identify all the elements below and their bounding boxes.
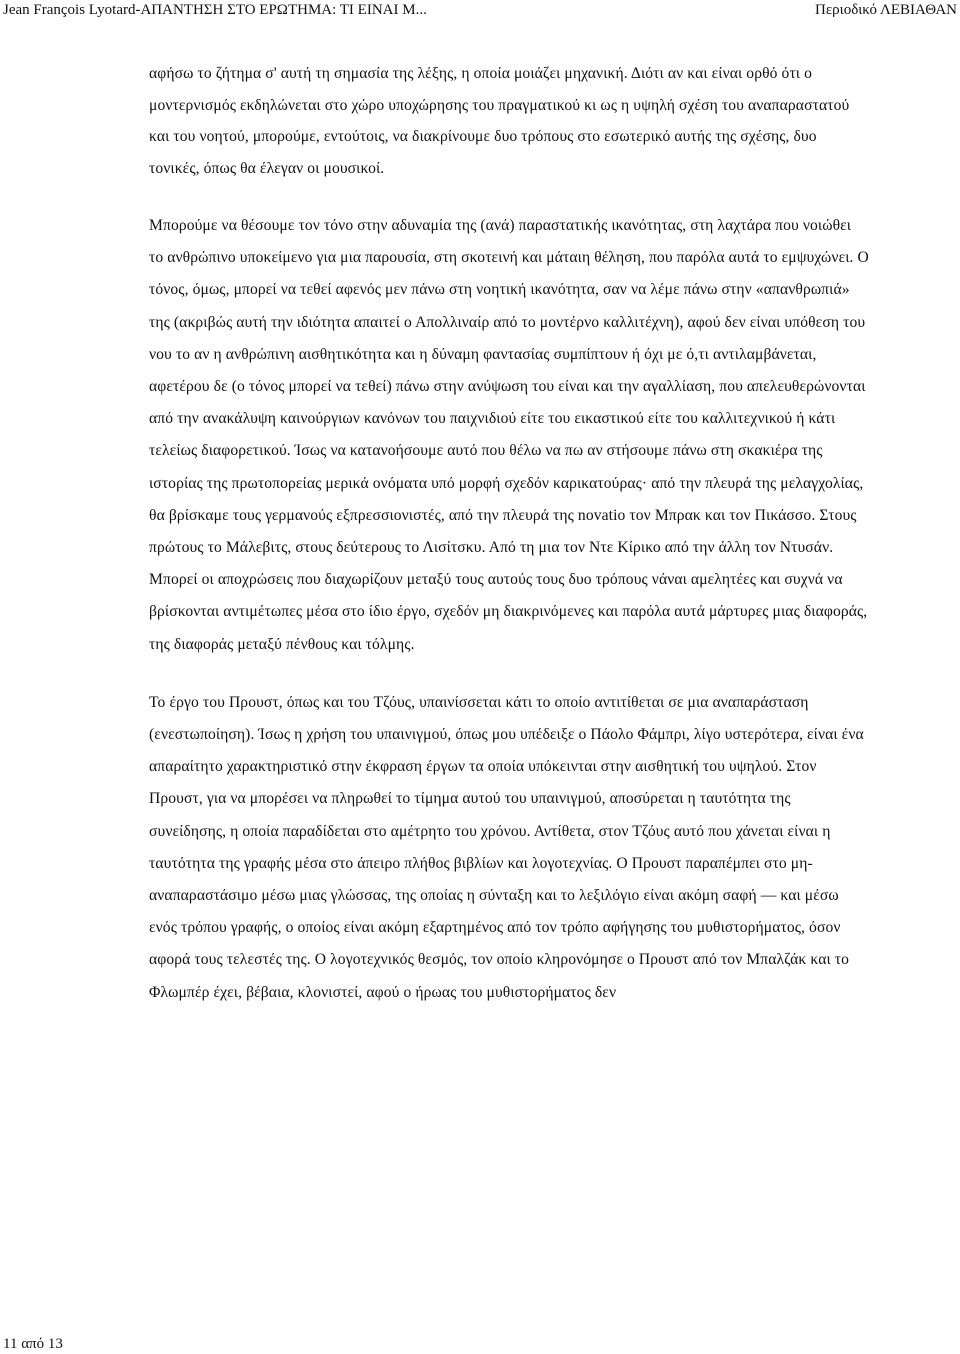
paragraph-1: αφήσω το ζήτημα σ' αυτή τη σημασία της λέξης, η οποία μοιάζει μηχανική. Διότι αν και είναι ορθό ότι ο μοντερνισμός εκδηλώνεται στο χώρο υποχώρησης του πραγματικού κι ως η υψηλή σχέση του αναπαραστατού και του νοητού, μπορούμε, εντούτοις, να διακρίνουμε δυο τρόπους στο εσωτερικό αυτής της σχέσης, δυο τονικές, όπως θα έλεγαν οι μουσικοί. [149,65,850,177]
publication-name: Περιοδικό ΛΕΒΙΑΘΑΝ [815,2,957,18]
page-number: 11 από 13 [3,1336,63,1352]
document-title: Jean François Lyotard-ΑΠΑΝΤΗΣΗ ΣΤΟ ΕΡΩΤΗΜΑ: ΤΙ ΕΙΝΑΙ Μ... [3,2,427,18]
page-header [0,0,960,22]
article-body [149,58,869,1009]
paragraph-2: Μπορούμε να θέσουμε τον τόνο στην αδυναμία της (ανά) παραστατικής ικανότητας, στη λαχτάρα που νοιώθει το ανθρώπινο υποκείμενο για μια παρουσία, στη σκοτεινή και μάταιη θέληση, που παρόλα αυτά το εμψυχώνει. Ο τόνος, όμως, μπορεί να τεθεί αφενός μεν πάνω στη νοητική ικανότητα, σαν να λέμε πάνω στην «απανθρωπιά» της (ακριβώς αυτή την ιδιότητα απαιτεί ο Απολλιναίρ από το μοντέρνο καλλιτέχνη), αφού δεν είναι υπόθεση του νου το αν η ανθρώπινη αισθητικότητα και η δύναμη φαντασίας συμπίπτουν ή όχι με ό,τι αντιλαμβάνεται, αφετέρου δε (ο τόνος μπορεί να τεθεί) πάνω στην ανύψωση του είναι και την αγαλλίαση, που απελευθερώνονται από την ανακάλυψη καινούργιων κανόνων του παιχνιδιού είτε του εικαστικού είτε του καλλιτεχνικού ή κάτι τελείως διαφορετικού. Ίσως να κατανοήσουμε αυτό που θέλω να πω αν στήσουμε πάνω στη σκακιέρα της ιστορίας της πρωτοπορείας μερικά ονόματα υπό μορφή σχεδόν καρικατούρας· από την πλευρά της μελαγχολίας, θα βρίσκαμε τους γερμανούς εξπρεσσιονιστές, από την πλευρά της novatio τον Μπρακ και τον Πικάσσο. Στους πρώτους το Μάλεβιτς, στους δεύτερους το Λισίτσκυ. Από τη μια τον Ντε Κίρικο από την άλλη τον Ντυσάν. Μπορεί οι αποχρώσεις που διαχωρίζουν μεταξύ τους αυτούς τους δυο τρόπους νάναι αμελητέες και συχνά να βρίσκονται αντιμέτωπες μέσα στο ίδιο έργο, σχεδόν μη διακρινόμενες και παρόλα αυτά μάρτυρες μιας διαφοράς, της διαφοράς μεταξύ πένθους και τόλμης. [149,217,869,653]
paragraph-3: Το έργο του Προυστ, όπως και του Τζόυς, υπαινίσσεται κάτι το οποίο αντιτίθεται σε μια αναπαράσταση (ενεστωποίηση). Ίσως η χρήση του υπαινιγμού, όπως μου υπέδειξε ο Πάολο Φάμπρι, λίγο υστερότερα, είναι ένα απαραίτητο χαρακτηριστικό στην έκφραση έργων τα οποία υπόκεινται στην αισθητική του υψηλού. Στον Προυστ, για να μπορέσει να πληρωθεί το τίμημα αυτού του υπαινιγμού, αποσύρεται η ταυτότητα της συνείδησης, η οποία παραδίδεται στο αμέτρητο του χρόνου. Αντίθετα, στον Τζόυς αυτό που χάνεται είναι η ταυτότητα της γραφής μέσα στο άπειρο πλήθος βιβλίων και λογοτεχνίας. Ο Προυστ παραπέμπει στο μη-αναπαραστάσιμο μέσω μιας γλώσσας, της οποίας η σύνταξη και το λεξιλόγιο είναι ακόμη σαφή — και μέσω ενός τρόπου γραφής, ο οποίος είναι ακόμη εξαρτημένος από τον τρόπο αφήγησης του μυθιστορήματος, όσον αφορά τους τελεστές της. Ο λογοτεχνικός θεσμός, τον οποίο κληρονόμησε ο Προυστ από τον Μπαλζάκ και το Φλωμπέρ έχει, βέβαια, κλονιστεί, αφού ο ήρωας του μυθιστορήματος δεν [149,693,864,1001]
